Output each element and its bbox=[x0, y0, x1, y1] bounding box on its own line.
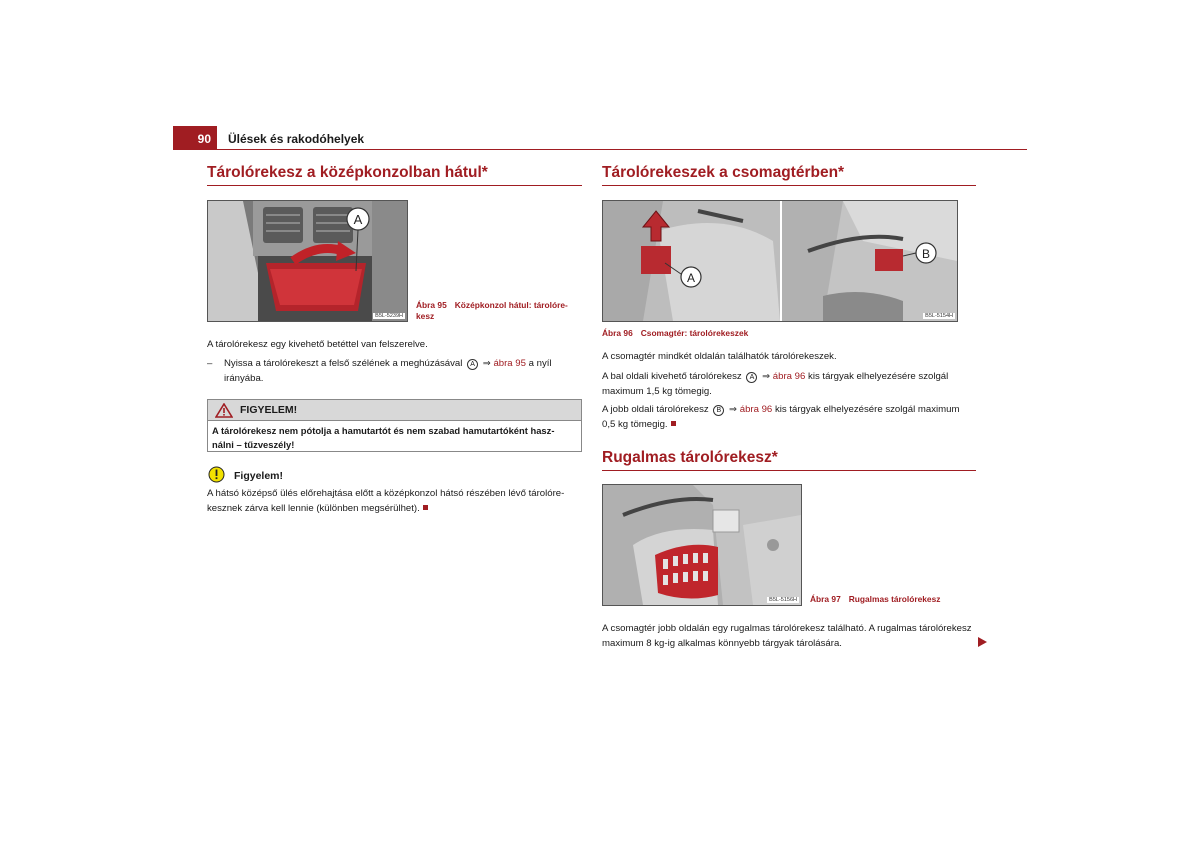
warning-box bbox=[207, 399, 582, 452]
warning-line2: nálni – tűzveszély! bbox=[212, 439, 295, 450]
figure-96-code: B5L-5154H bbox=[925, 313, 953, 319]
step-after: a nyíl bbox=[528, 358, 552, 369]
page-number: 90 bbox=[173, 126, 217, 150]
figure-97-number: Ábra 97 bbox=[810, 594, 841, 604]
p2-after: kis tárgyak elhelyezésére szolgál bbox=[808, 371, 949, 382]
figure-95-caption-text1: Középkonzol hátul: tárolóre- bbox=[454, 300, 568, 310]
p3-after: kis tárgyak elhelyezésére szolgál maximum bbox=[774, 404, 960, 415]
note-title: Figyelem! bbox=[234, 470, 284, 482]
p2-line2: maximum 1,5 kg tömegig. bbox=[602, 386, 712, 397]
warning-title: FIGYELEM! bbox=[208, 400, 581, 421]
p2-figure-ref[interactable]: ábra 96 bbox=[772, 371, 806, 382]
flexible-paragraph bbox=[602, 621, 992, 651]
figure-95-code: B5L-5239H bbox=[375, 313, 403, 319]
step-dash: – bbox=[207, 358, 213, 369]
step-text: Nyissa a tárolórekeszt a felső szélének a meghúzásával bbox=[224, 358, 463, 369]
figure-96-number: Ábra 96 bbox=[602, 328, 633, 338]
step-line2: irányába. bbox=[224, 373, 264, 384]
p2-circle-a: A bbox=[746, 372, 757, 383]
note-line1: A hátsó középső ülés előrehajtása előtt a középkonzol hátsó részében lévő tárolóre- bbox=[207, 488, 565, 499]
figure-97-code: B5L-5156H bbox=[769, 597, 797, 603]
figure-97-caption-text: Rugalmas tárolórekesz bbox=[848, 594, 941, 604]
section-heading-trunk: Tárolórekeszek a csomagtérben* bbox=[602, 164, 976, 186]
p3-arrow: ⇒ bbox=[729, 404, 738, 415]
console-step bbox=[207, 356, 582, 386]
step-figure-ref[interactable]: ábra 95 bbox=[493, 358, 526, 369]
figure-96-label-b: B bbox=[921, 247, 931, 261]
chapter-title: Ülések és rakodóhelyek bbox=[228, 132, 365, 146]
figure-96-caption bbox=[602, 328, 748, 339]
p3-line2: 0,5 kg tömegig. bbox=[602, 419, 668, 430]
p2-text: A bal oldali kivehető tárolórekesz bbox=[602, 371, 742, 382]
next-page-arrow-icon[interactable] bbox=[978, 637, 987, 647]
end-marker-icon bbox=[671, 421, 676, 426]
trunk-paragraph-3 bbox=[602, 402, 982, 432]
caution-exclamation-icon bbox=[208, 466, 225, 483]
note-text bbox=[207, 486, 587, 516]
warning-triangle-icon bbox=[215, 403, 233, 418]
p2-arrow: ⇒ bbox=[762, 371, 771, 382]
p4-line2: maximum 8 kg-ig alkalmas könnyebb tárgyak tárolására. bbox=[602, 638, 842, 649]
console-intro-text: A tárolórekesz egy kivehető betéttel van felszerelve. bbox=[207, 339, 428, 350]
figure-95-caption-text2: kesz bbox=[416, 311, 435, 321]
figure-95-caption bbox=[416, 300, 586, 322]
trunk-paragraph-1: A csomagtér mindkét oldalán találhatók tárolórekeszek. bbox=[602, 351, 837, 362]
figure-96-label-a: A bbox=[686, 271, 696, 285]
figure-95-number: Ábra 95 bbox=[416, 300, 447, 310]
figure-95-label-a: A bbox=[353, 212, 363, 227]
p3-figure-ref[interactable]: ábra 96 bbox=[739, 404, 773, 415]
warning-line1: A tárolórekesz nem pótolja a hamutartót és nem szabad hamutartóként hasz- bbox=[212, 425, 555, 436]
figure-96-image bbox=[602, 200, 958, 322]
warning-text bbox=[208, 421, 581, 455]
note-line2: kesznek zárva kell lennie (különben megsérülhet). bbox=[207, 503, 420, 514]
section-heading-flexible: Rugalmas tárolórekesz* bbox=[602, 449, 976, 471]
figure-96-caption-text: Csomagtér: tárolórekeszek bbox=[640, 328, 749, 338]
p3-circle-b: B bbox=[713, 405, 724, 416]
section-heading-console: Tárolórekesz a középkonzolban hátul* bbox=[207, 164, 582, 186]
step-circle-a: A bbox=[467, 359, 478, 370]
p3-text: A jobb oldali tárolórekesz bbox=[602, 404, 709, 415]
end-marker-icon bbox=[423, 505, 428, 510]
figure-95-image bbox=[207, 200, 408, 322]
figure-97-caption bbox=[810, 594, 940, 605]
p4-line1: A csomagtér jobb oldalán egy rugalmas tárolórekesz található. A rugalmas tárolórekesz bbox=[602, 623, 972, 634]
trunk-paragraph-2 bbox=[602, 369, 977, 399]
figure-97-image bbox=[602, 484, 802, 606]
step-arrow: ⇒ bbox=[482, 358, 491, 369]
